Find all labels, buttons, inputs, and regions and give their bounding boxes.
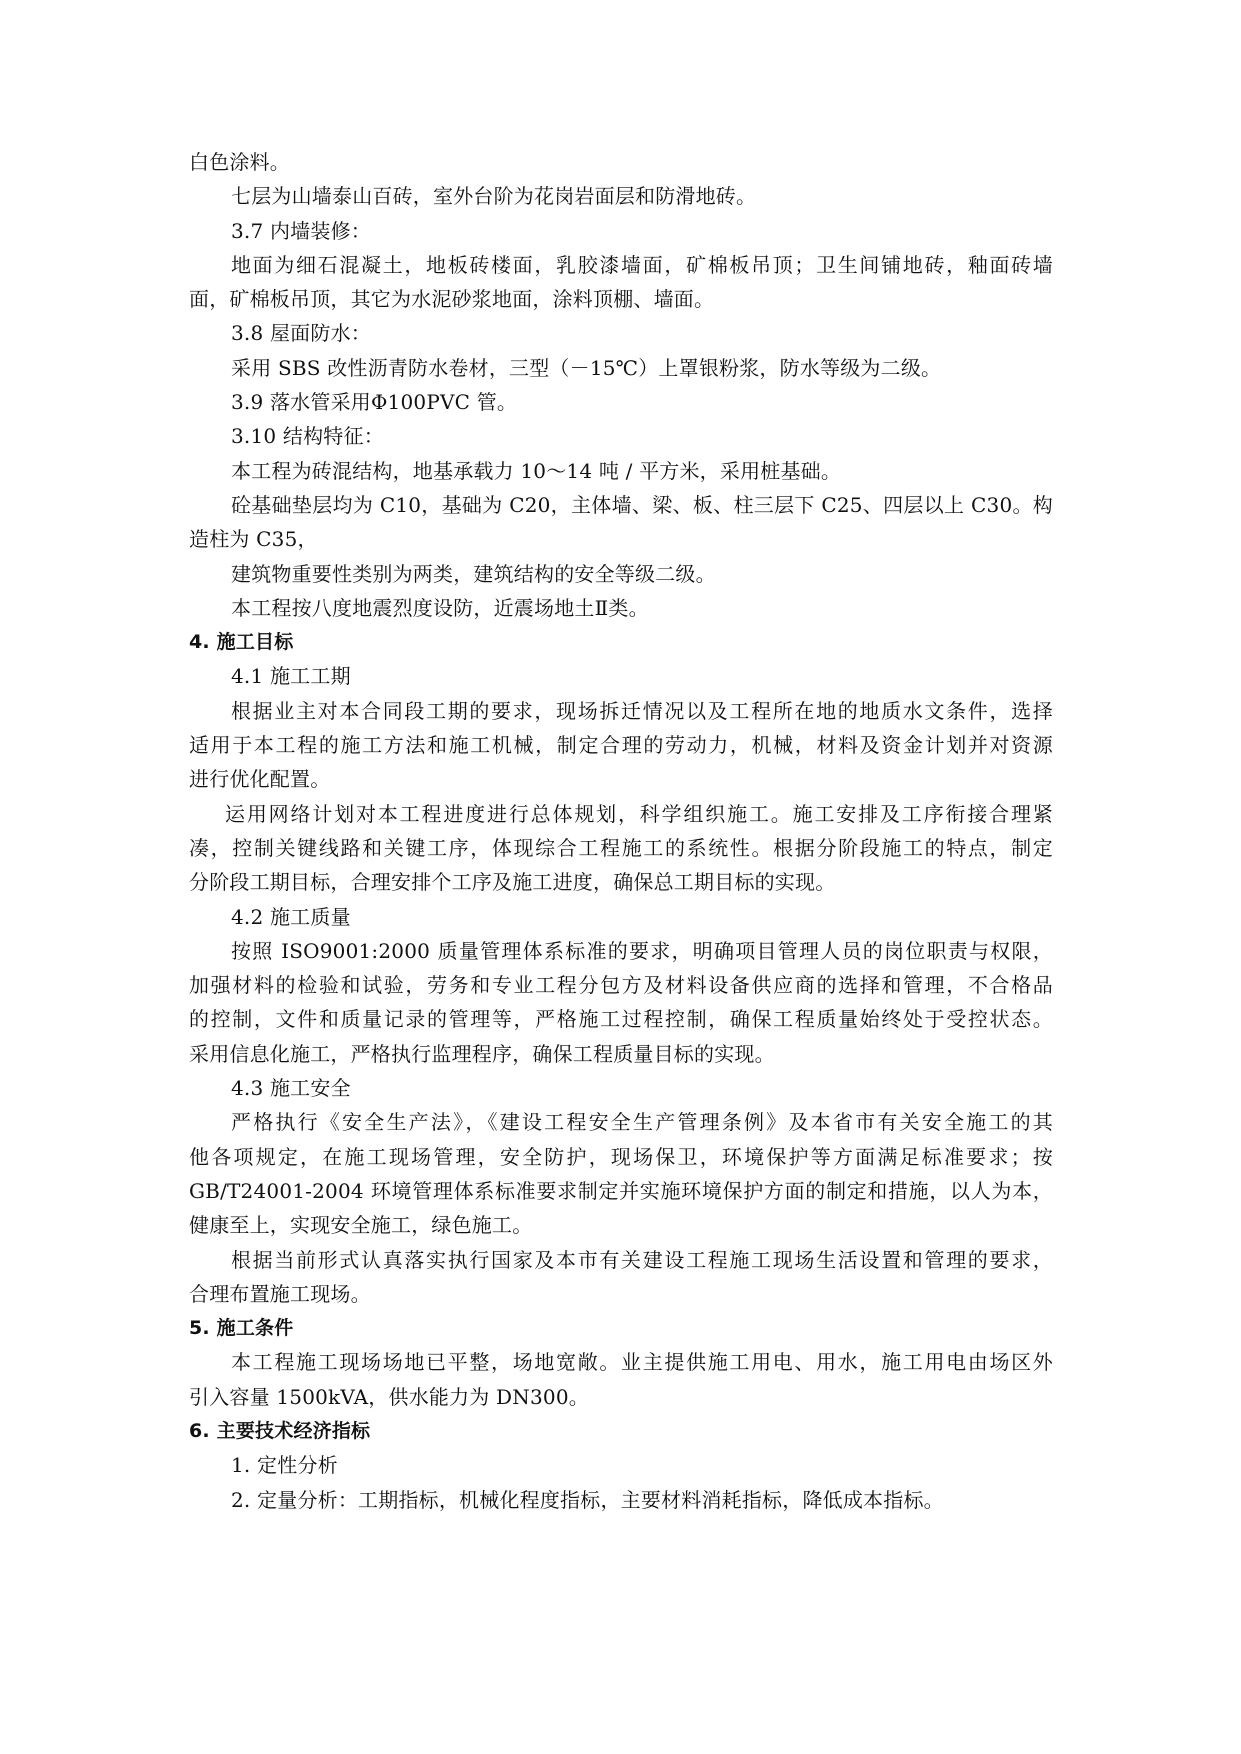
- paragraph-line: 七层为山墙泰山百砖，室外台阶为花岗岩面层和防滑地砖。: [231, 184, 757, 209]
- paragraph-line: 引入容量 1500kVA，供水能力为 DN300。: [189, 1384, 589, 1409]
- paragraph-line: 他各项规定，在施工现场管理，安全防护，现场保卫，环境保护等方面满足标准要求；按: [189, 1144, 1053, 1169]
- paragraph-line: 健康至上，实现安全施工，绿色施工。: [189, 1213, 533, 1238]
- paragraph-line: 本工程按八度地震烈度设防，近震场地土Ⅱ类。: [231, 595, 649, 620]
- paragraph-line: 分阶段工期目标，合理安排个工序及施工进度，确保总工期目标的实现。: [189, 870, 836, 895]
- paragraph-line: 加强材料的检验和试验，劳务和专业工程分包方及材料设备供应商的选择和管理，不合格品: [189, 973, 1053, 998]
- subsection-heading: 4.2 施工质量: [231, 904, 351, 929]
- paragraph-line: 根据当前形式认真落实执行国家及本市有关建设工程施工现场生活设置和管理的要求，: [231, 1247, 1053, 1272]
- paragraph-line: 合理布置施工现场。: [189, 1281, 371, 1306]
- paragraph-line: 严格执行《安全生产法》，《建设工程安全生产管理条例》及本省市有关安全施工的其: [231, 1110, 1053, 1135]
- paragraph-line: 白色涂料。: [189, 150, 290, 174]
- paragraph-line: 建筑物重要性类别为两类，建筑结构的安全等级二级。: [231, 561, 716, 586]
- paragraph-line: 运用网络计划对本工程进度进行总体规划，科学组织施工。施工安排及工序衔接合理紧: [225, 801, 1053, 826]
- subsection-heading: 3.8 屋面防水：: [231, 321, 371, 346]
- paragraph-line: 本工程施工现场场地已平整，场地宽敞。业主提供施工用电、用水，施工用电由场区外: [231, 1350, 1053, 1375]
- subsection-heading: 4.1 施工工期: [231, 664, 351, 689]
- paragraph-line: 面，矿棉板吊顶，其它为水泥砂浆地面，涂料顶棚、墙面。: [189, 287, 715, 312]
- paragraph-line: 采用 SBS 改性沥青防水卷材，三型（－15℃）上罩银粉浆，防水等级为二级。: [231, 355, 942, 380]
- list-item: 2. 定量分析：工期指标，机械化程度指标，主要材料消耗指标，降低成本指标。: [231, 1487, 944, 1512]
- subsection-heading: 4.3 施工安全: [231, 1076, 351, 1101]
- paragraph-line: 造柱为 C35，: [189, 527, 318, 552]
- paragraph-line: 地面为细石混凝土，地板砖楼面，乳胶漆墙面，矿棉板吊顶；卫生间铺地砖，釉面砖墙: [231, 252, 1053, 277]
- paragraph-line: GB/T24001-2004 环境管理体系标准要求制定并实施环境保护方面的制定和措施，以人为本，: [189, 1178, 1053, 1203]
- section-heading: 4. 施工目标: [189, 631, 294, 654]
- paragraph-line: 根据业主对本合同段工期的要求，现场拆迁情况以及工程所在地的地质水文条件，选择: [231, 698, 1053, 723]
- paragraph-line: 进行优化配置。: [189, 767, 331, 792]
- document-page: [189, 145, 1053, 1517]
- paragraph-line: 本工程为砖混结构，地基承载力 10～14 吨 / 平方米，采用桩基础。: [231, 458, 842, 483]
- subsection-heading: 3.7 内墙装修：: [231, 218, 371, 243]
- paragraph-line: 砼基础垫层均为 C10，基础为 C20，主体墙、梁、板、柱三层下 C25、四层以上 C30。构: [231, 492, 1053, 517]
- paragraph-line: 凑，控制关键线路和关键工序，体现综合工程施工的系统性。根据分阶段施工的特点，制定: [189, 835, 1053, 860]
- subsection-heading: 3.10 结构特征：: [231, 424, 384, 449]
- paragraph-line: 的控制，文件和质量记录的管理等，严格施工过程控制，确保工程质量始终处于受控状态。: [189, 1007, 1053, 1032]
- paragraph-line: 按照 ISO9001:2000 质量管理体系标准的要求，明确项目管理人员的岗位职责与权限，: [231, 938, 1053, 963]
- paragraph-line: 采用信息化施工，严格执行监理程序，确保工程质量目标的实现。: [189, 1041, 775, 1066]
- list-item: 1. 定性分析: [231, 1453, 338, 1478]
- section-heading: 6. 主要技术经济指标: [189, 1419, 371, 1442]
- paragraph-line: 适用于本工程的施工方法和施工机械，制定合理的劳动力，机械，材料及资金计划并对资源: [189, 733, 1053, 758]
- paragraph-line: 3.9 落水管采用Φ100PVC 管。: [231, 390, 518, 415]
- section-heading: 5. 施工条件: [189, 1317, 294, 1340]
